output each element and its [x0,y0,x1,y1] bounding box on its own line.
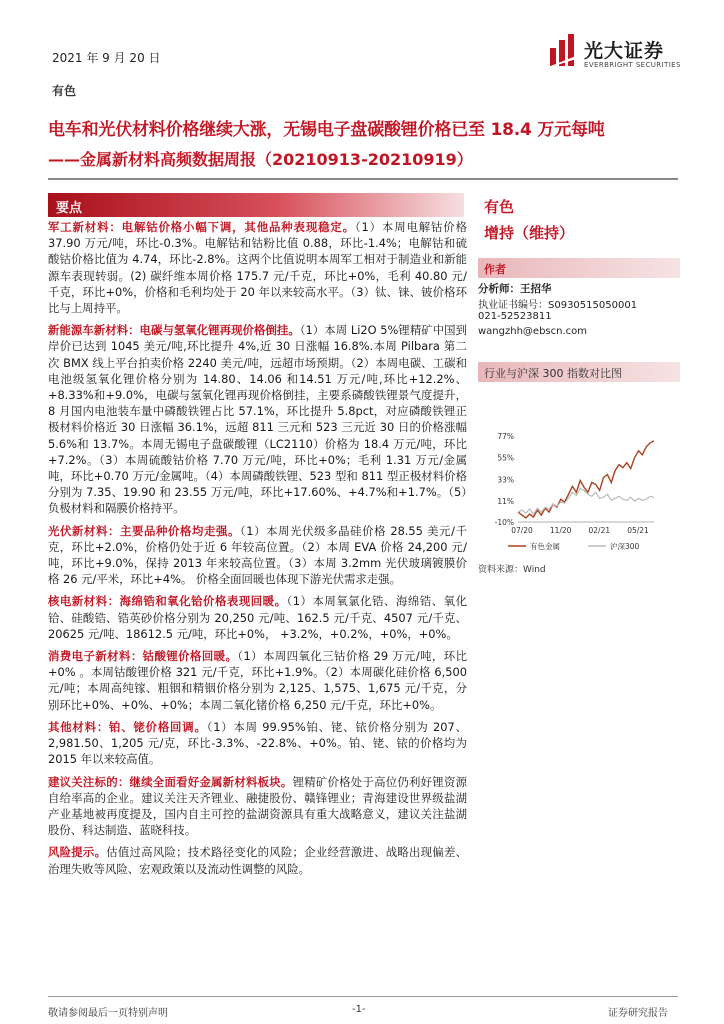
paragraph-highlight: 风险提示。 [48,845,107,860]
y-tick-label: -10% [494,518,514,527]
chart-source: 资料来源：Wind [478,565,546,575]
paragraph-text: （1）本周 Li2O 5%锂精矿中国到岸价已达到 1045 美元/吨,环比提升 4%,近 30 日涨幅 16.8%.本周 Pilbara 第二次 BMX 线上平台拍卖价格 2240 美元/吨，远超市场预期。（2）本周电碳、工碳和电池级氢氧化锂价格分别为 14.80、14.06 和14.51 万元/吨,环比+12.2%、+8.33%和+9.0%，电碳与氢氧化锂再现价格倒挂，主要系磷酸铁锂景气度提升，8 月国内电池装车量中磷酸铁锂占比 57.1%，环比提升 5.8pct，对应磷酸铁锂正极材料价格近 30 日涨幅 36.1%，远超 811 三元和 523 三元近 30 日的价格涨幅 5.6%和 13.7%。本周无锡电子盘碳酸锂（LC2110）价格为 18.4 万元/吨，环比+7.2%。（3）本周硫酸钴价格 7.70 万元/吨，环比+0%；毛利 1.31 万元/金属吨，环比+0.70 万元/金属吨。（4）本周磷酸铁锂、523 型和 811 型正极材料价格分别为 7.35、19.90 和 23.55 万元/吨，环比+17.60%、+4.7%和+1.7%。（5）负极材料和隔膜价格持平。 [48,323,467,516]
paragraph-text: （1）本周光伏级多晶硅价格 28.55 美元/千克，环比+2.0%，价格仍处于近 6 年较高位置。（2）本周 EVA 价格 24,200 元/吨，环比+9.0%，保持 2013 年来较高位置。（3）本周 3.2mm 光伏玻璃镀膜价格 26 元/平米，环比+4%。 价格全面回暖也体现下游光伏需求走强。 [48,523,467,587]
logo-text: 光大证券 [584,40,665,62]
paragraph-text: 锂精矿价格处于高位仍利好锂资源自给率高的企业。建议关注天齐锂业、融捷股份、赣锋锂业；青海建设世界级盐湖产业基地被再度提及，国内自主可控的盐湖资源具有重大战略意义，建议关注盐湖股份、科达制造、蓝晓科技。 [48,774,467,838]
company-logo [548,34,681,74]
footer-divider [48,996,678,997]
everbright-logo-icon [548,34,578,68]
paragraph-text: （1）本周四氧化三钴价格 29 万元/吨，环比+0% 。本周钴酸锂价格 321 元/千克，环比+1.9%。（2）本周碳化硅价格 6,500 元/吨；本周高纯镓、粗铟和精铟价格分别为 2,125、1,575、1,675 元/千克，分别环比+0%、+0%、+0%；本周二氧化锗价格 6,250 元/千克，环比+0%。 [48,649,467,712]
rating-label: 增持（维持） [484,224,575,242]
paragraph-text: （1）本周电解钴价格 37.90 万元/吨，环比-0.3%。电解钴和钴粉比值 0.88，环比-1.4%；电解钴和硫酸钴价格比值为 4.74，环比-2.8%。这两个比值说明本周军工相对于制造业和新能源车表现转弱。(2) 碳纤维本周价格 175.7 元/千克，环比+0%，毛利 40.80 元/千克，环比+0%，价格和毛利均处于 20 年以来较高水平。（3）钛、铼、铍价格环比与上周持平。 [48,220,467,316]
legend-label: 有色金属 [530,542,560,551]
paragraph-highlight: 军工新材料：电解钴价格小幅下调，其他品种表现稳定。 [48,220,355,234]
y-tick-label: 77% [497,432,514,441]
analyst-name: 分析师：王招华 [478,283,552,295]
chart-section-header [478,362,680,382]
analyst-email[interactable]: wangzhh@ebscn.com [478,326,587,337]
logo-subtext: EVERBRIGHT SECURITIES [584,61,681,69]
page-number: -1- [352,1004,366,1015]
paragraph-highlight: 建议关注标的：继续全面看好金属新材料板块。 [48,774,293,789]
y-tick-label: 33% [497,475,514,485]
y-tick-label: 55% [497,453,514,463]
paragraph-pv [48,523,467,588]
paragraph-recommend [48,774,467,839]
key-points-header [48,193,464,217]
legend-label: 沪深300 [610,542,640,551]
report-date: 2021 年 9 月 20 日 [52,51,161,65]
report-subtitle: ——金属新材料高频数据周报（20210913-20210919） [48,150,473,169]
x-tick-label: 05/21 [627,526,649,535]
index-comparison-chart [478,420,682,560]
x-tick-label: 11/20 [549,526,572,535]
paragraph-risk [48,844,467,876]
key-points-body [48,219,467,883]
paragraph-highlight: 新能源车新材料：电碳与氢氧化锂再现价格倒挂。 [48,323,300,338]
paragraph-ev [48,322,467,516]
sector-label: 有色 [52,84,77,98]
paragraph-text: 估值过高风险；技术路径变化的风险；企业经营激进、战略出现偏差、治理失败等风险、宏观政策以及流动性调整的风险。 [48,845,467,876]
paragraph-military [48,219,467,316]
report-title: 电车和光伏材料价格继续大涨，无锡电子盘碳酸锂价格已至 18.4 万元每吨 [48,120,605,140]
analyst-cert: 执业证书编号：S0930515050001 [478,300,638,311]
paragraph-highlight: 光伏新材料：主要品种价格均走强。 [48,523,240,538]
paragraph-consumer [48,648,467,713]
footer-disclaimer: 敬请参阅最后一页特别声明 [48,1008,168,1019]
chart-heading: 行业与沪深 300 指数对比图 [484,367,622,380]
title-divider [48,178,678,180]
x-tick-label: 07/20 [511,526,533,535]
footer-report-type: 证券研究报告 [608,1008,668,1019]
paragraph-text: （1）本周氧氯化锆、海绵锆、氧化铪、硅酸锆、锆英砂价格分别为 20,250 元/吨、162.5 元/千克、4507 元/千克、20625 元/吨、18612.5 元/吨，环比+0%， +3.2%，+0.2%，+0%，+0%。 [48,594,467,641]
x-tick-label: 02/21 [588,526,611,535]
paragraph-highlight: 消费电子新材料：钴酸锂价格回暖。 [48,649,238,664]
analyst-phone: 021-52523811 [478,311,552,322]
key-points-heading: 要点 [56,201,83,216]
sidebar-sector: 有色 [484,198,515,216]
series-line-0 [518,441,654,518]
paragraph-highlight: 核电新材料：海绵锆和氧化铪价格表现回暖。 [48,594,287,609]
paragraph-text: （1）本周 99.95%铂、铑、铱价格分别为 207、2,981.50、1,205 元/克，环比-3.3%、-22.8%、+0%。铂、铑、铱的价格均为 2015 年以来较高值。 [48,719,467,767]
y-tick-label: 11% [497,497,514,507]
paragraph-highlight: 其他材料：铂、铑价格回调。 [48,719,207,734]
author-heading: 作者 [484,263,506,276]
paragraph-other [48,719,467,768]
paragraph-nuclear [48,593,467,642]
author-section-header [478,258,680,278]
